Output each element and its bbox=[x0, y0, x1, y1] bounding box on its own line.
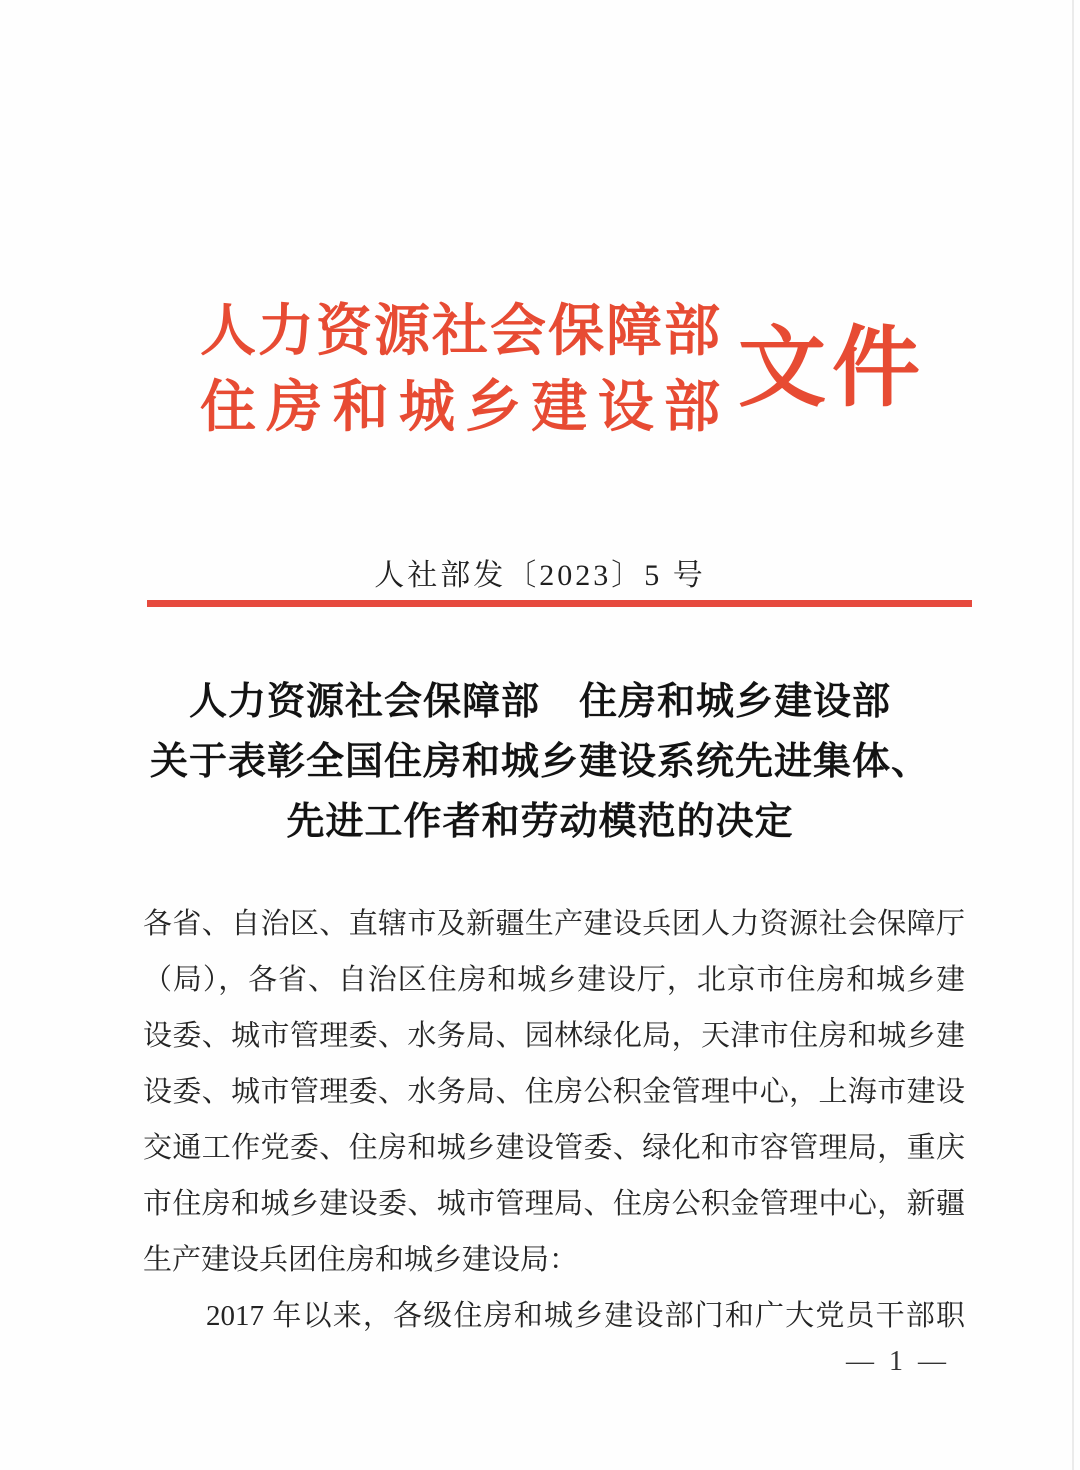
body-line: 设委、城市管理委、水务局、园林绿化局，天津市住房和城乡建 bbox=[143, 1020, 965, 1052]
body-paragraphs bbox=[143, 896, 965, 1344]
doc-number: 人社部发〔2023〕5 号 bbox=[374, 559, 706, 592]
body-line: 各省、自治区、直辖市及新疆生产建设兵团人力资源社会保障厅 bbox=[143, 908, 965, 940]
letterhead-doc-type-label: 文件 bbox=[737, 321, 926, 418]
body-line: （局），各省、自治区住房和城乡建设厅，北京市住房和城乡建 bbox=[143, 964, 965, 996]
body-line-paragraph-start: 2017 年以来，各级住房和城乡建设部门和广大党员干部职 bbox=[206, 1300, 965, 1332]
document-title-line-3: 先进工作者和劳动模范的决定 bbox=[286, 801, 794, 843]
letterhead-agency-line-2: 住房和城乡建设部 bbox=[200, 377, 720, 439]
letterhead-agency-block bbox=[200, 294, 720, 446]
body-line: 交通工作党委、住房和城乡建设管委、绿化和市容管理局，重庆 bbox=[143, 1132, 965, 1164]
body-line: 设委、城市管理委、水务局、住房公积金管理中心，上海市建设 bbox=[143, 1076, 965, 1108]
body-line: 生产建设兵团住房和城乡建设局： bbox=[143, 1244, 579, 1276]
red-separator-line bbox=[147, 600, 972, 607]
letterhead bbox=[200, 294, 926, 446]
page-number: — 1 — bbox=[846, 1346, 950, 1377]
document-title-line-1: 人力资源社会保障部 住房和城乡建设部 bbox=[188, 681, 891, 723]
body-line: 市住房和城乡建设委、城市管理局、住房公积金管理中心，新疆 bbox=[143, 1188, 965, 1220]
document-title bbox=[0, 672, 1080, 852]
document-title-line-2: 关于表彰全国住房和城乡建设系统先进集体、 bbox=[149, 741, 930, 783]
letterhead-agency-line-1: 人力资源社会保障部 bbox=[200, 301, 720, 363]
